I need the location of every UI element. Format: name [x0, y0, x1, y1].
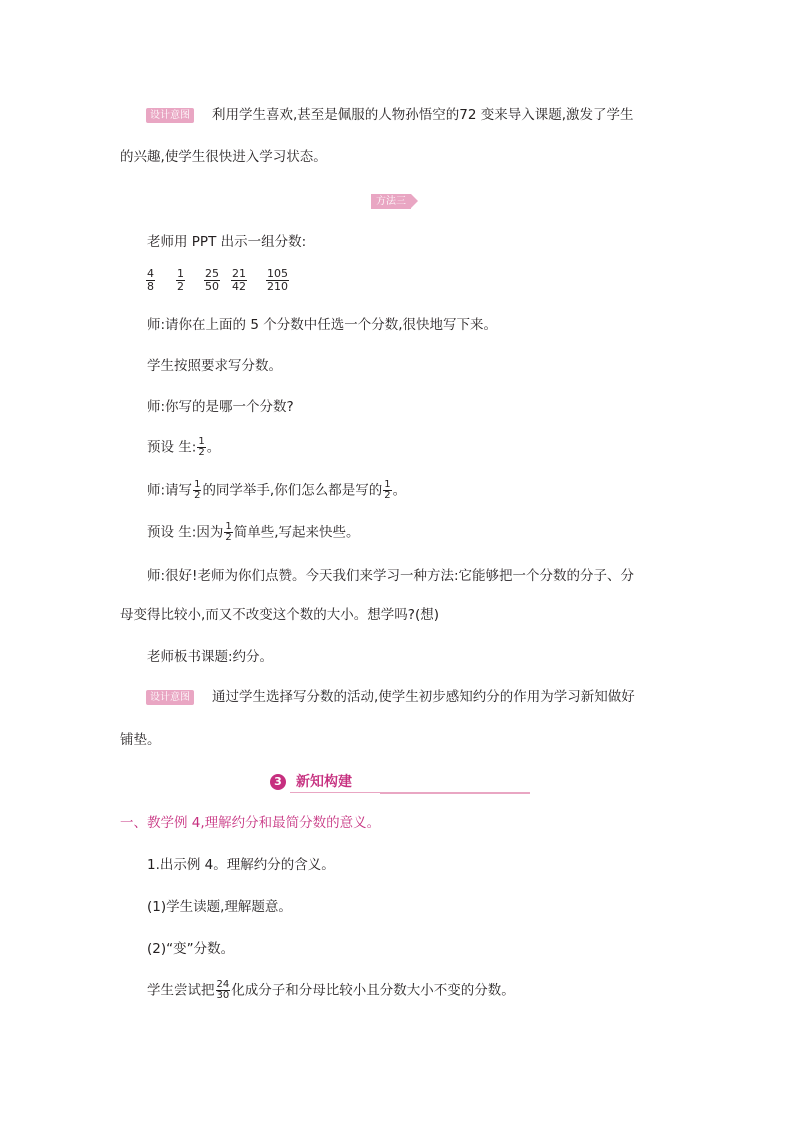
method-tag — [371, 194, 419, 209]
method-tag-label: 方法三 — [376, 196, 406, 207]
fraction: $\frac{21}{42}$ — [232, 267, 246, 293]
paragraph: 老师板书课题:约分。 — [147, 649, 274, 665]
paragraph: 1.出示例 4。理解约分的含义。 — [147, 857, 335, 873]
intent-text-line: 通过学生选择写分数的活动,使学生初步感知约分的作用为学习新知做好 — [212, 689, 635, 705]
intent-text-line: 利用学生喜欢,甚至是佩服的人物孙悟空的72 变来导入课题,激发了学生 — [212, 107, 634, 123]
fraction: $\frac{1}{2}$ — [384, 479, 391, 501]
fraction: $\frac{25}{50}$ — [205, 267, 219, 293]
fraction: $\frac{1}{2}$ — [177, 267, 184, 293]
paragraph: 师:很好!老师为你们点赞。今天我们来学习一种方法:它能够把一个分数的分子、分 — [147, 568, 635, 584]
fraction: $\frac{1}{2}$ — [198, 436, 205, 458]
paragraph: 师:请你在上面的 5 个分数中任选一个分数,很快地写下来。 — [147, 317, 498, 333]
paragraph: 老师用 PPT 出示一组分数: — [147, 234, 307, 250]
design-intent-badge: 设计意图 — [146, 108, 194, 123]
paragraph: 预设 生: $\frac{1}{2}$ 。 — [147, 436, 221, 458]
fraction: $\frac{4}{8}$ — [147, 267, 154, 293]
part-heading: 一、教学例 4,理解约分和最简分数的意义。 — [120, 815, 381, 831]
design-intent-badge: 设计意图 — [146, 690, 194, 705]
paragraph: 预设 生:因为 $\frac{1}{2}$ 简单些,写起来快些。 — [147, 521, 360, 543]
paragraph: (2)“变”分数。 — [147, 941, 235, 957]
fraction: $\frac{1}{2}$ — [194, 479, 201, 501]
section-title: 新知构建 — [296, 774, 352, 790]
fraction: $\frac{105}{210}$ — [267, 267, 288, 293]
paragraph: 母变得比较小,而又不改变这个数的大小。想学吗?(想) — [120, 607, 439, 623]
paragraph: 学生尝试把 $\frac{24}{30}$ 化成分子和分母比较小且分数大小不变的分数。 — [147, 979, 515, 1001]
section-number: 3 — [270, 774, 286, 790]
paragraph: 师:请写 $\frac{1}{2}$ 的同学举手,你们怎么都是写的 $\frac{1}{2}$ 。 — [147, 479, 407, 501]
intent-text-line: 铺垫。 — [120, 732, 161, 748]
fraction: $\frac{24}{30}$ — [216, 979, 230, 1001]
intent-text-line: 的兴趣,使学生很快进入学习状态。 — [120, 149, 327, 165]
paragraph: 学生按照要求写分数。 — [147, 358, 282, 374]
section-header — [270, 772, 532, 794]
paragraph: 师:你写的是哪一个分数? — [147, 399, 294, 415]
paragraph: (1)学生读题,理解题意。 — [147, 899, 292, 915]
fraction: $\frac{1}{2}$ — [225, 521, 232, 543]
